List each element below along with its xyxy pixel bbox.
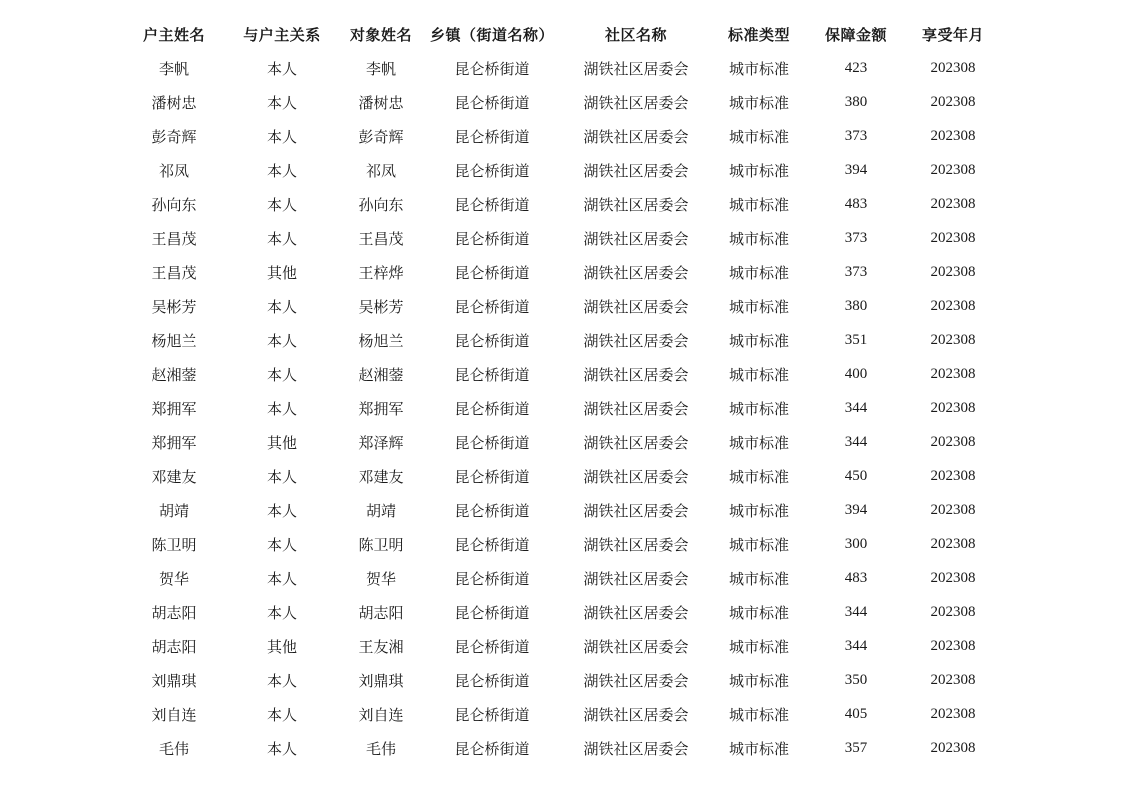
column-header-township: 乡镇（街道名称） bbox=[429, 25, 554, 44]
cell-township: 昆仑桥街道 bbox=[454, 603, 530, 622]
cell-standard-type: 城市标准 bbox=[728, 263, 789, 282]
cell-recipient-name: 贺华 bbox=[365, 569, 396, 588]
table-row bbox=[120, 595, 998, 629]
cell-relationship: 其他 bbox=[266, 263, 297, 282]
cell-month: 202308 bbox=[930, 603, 976, 620]
cell-amount: 400 bbox=[844, 365, 868, 382]
cell-community: 湖铁社区居委会 bbox=[583, 161, 689, 180]
cell-community: 湖铁社区居委会 bbox=[583, 229, 689, 248]
cell-standard-type: 城市标准 bbox=[728, 637, 789, 656]
cell-community: 湖铁社区居委会 bbox=[583, 263, 689, 282]
cell-month: 202308 bbox=[930, 739, 976, 756]
cell-community: 湖铁社区居委会 bbox=[583, 93, 689, 112]
cell-standard-type: 城市标准 bbox=[728, 671, 789, 690]
table-row bbox=[120, 51, 998, 85]
cell-community: 湖铁社区居委会 bbox=[583, 127, 689, 146]
table-row bbox=[120, 85, 998, 119]
header-row bbox=[120, 17, 998, 51]
cell-amount: 357 bbox=[844, 739, 868, 756]
cell-relationship: 本人 bbox=[266, 739, 297, 758]
cell-township: 昆仑桥街道 bbox=[454, 93, 530, 112]
cell-amount: 351 bbox=[844, 331, 868, 348]
cell-township: 昆仑桥街道 bbox=[454, 705, 530, 724]
cell-month: 202308 bbox=[930, 501, 976, 518]
cell-community: 湖铁社区居委会 bbox=[583, 297, 689, 316]
table-row bbox=[120, 323, 998, 357]
cell-recipient-name: 王梓烨 bbox=[358, 263, 404, 282]
cell-month: 202308 bbox=[930, 399, 976, 416]
cell-standard-type: 城市标准 bbox=[728, 161, 789, 180]
cell-recipient-name: 陈卫明 bbox=[358, 535, 404, 554]
cell-relationship: 本人 bbox=[266, 603, 297, 622]
table-row bbox=[120, 255, 998, 289]
cell-standard-type: 城市标准 bbox=[728, 297, 789, 316]
cell-householder-name: 刘鼎琪 bbox=[151, 671, 197, 690]
cell-standard-type: 城市标准 bbox=[728, 93, 789, 112]
cell-month: 202308 bbox=[930, 93, 976, 110]
cell-householder-name: 赵湘蓥 bbox=[151, 365, 197, 384]
column-header-month: 享受年月 bbox=[921, 25, 984, 44]
cell-amount: 344 bbox=[844, 603, 868, 620]
table-row bbox=[120, 153, 998, 187]
cell-recipient-name: 郑泽辉 bbox=[358, 433, 404, 452]
table-row bbox=[120, 289, 998, 323]
cell-relationship: 其他 bbox=[266, 433, 297, 452]
cell-recipient-name: 彭奇辉 bbox=[358, 127, 404, 146]
cell-township: 昆仑桥街道 bbox=[454, 331, 530, 350]
cell-month: 202308 bbox=[930, 59, 976, 76]
cell-recipient-name: 胡志阳 bbox=[358, 603, 404, 622]
cell-month: 202308 bbox=[930, 637, 976, 654]
cell-recipient-name: 胡靖 bbox=[365, 501, 396, 520]
cell-householder-name: 郑拥军 bbox=[151, 433, 197, 452]
cell-recipient-name: 毛伟 bbox=[365, 739, 396, 758]
cell-relationship: 本人 bbox=[266, 467, 297, 486]
cell-householder-name: 毛伟 bbox=[158, 739, 189, 758]
cell-standard-type: 城市标准 bbox=[728, 433, 789, 452]
cell-relationship: 本人 bbox=[266, 195, 297, 214]
cell-township: 昆仑桥街道 bbox=[454, 739, 530, 758]
cell-township: 昆仑桥街道 bbox=[454, 399, 530, 418]
cell-township: 昆仑桥街道 bbox=[454, 535, 530, 554]
cell-township: 昆仑桥街道 bbox=[454, 467, 530, 486]
cell-amount: 350 bbox=[844, 671, 868, 688]
cell-householder-name: 孙向东 bbox=[151, 195, 197, 214]
cell-householder-name: 胡靖 bbox=[158, 501, 189, 520]
table-row bbox=[120, 357, 998, 391]
cell-recipient-name: 邓建友 bbox=[358, 467, 404, 486]
cell-relationship: 本人 bbox=[266, 705, 297, 724]
cell-standard-type: 城市标准 bbox=[728, 569, 789, 588]
cell-township: 昆仑桥街道 bbox=[454, 59, 530, 78]
table-row bbox=[120, 459, 998, 493]
cell-relationship: 本人 bbox=[266, 501, 297, 520]
cell-householder-name: 吴彬芳 bbox=[151, 297, 197, 316]
cell-township: 昆仑桥街道 bbox=[454, 263, 530, 282]
cell-relationship: 本人 bbox=[266, 161, 297, 180]
cell-relationship: 本人 bbox=[266, 535, 297, 554]
cell-township: 昆仑桥街道 bbox=[454, 161, 530, 180]
cell-amount: 373 bbox=[844, 229, 868, 246]
cell-householder-name: 王昌茂 bbox=[151, 229, 197, 248]
cell-recipient-name: 李帆 bbox=[365, 59, 396, 78]
cell-householder-name: 杨旭兰 bbox=[151, 331, 197, 350]
cell-recipient-name: 刘鼎琪 bbox=[358, 671, 404, 690]
cell-amount: 344 bbox=[844, 399, 868, 416]
cell-community: 湖铁社区居委会 bbox=[583, 331, 689, 350]
cell-standard-type: 城市标准 bbox=[728, 467, 789, 486]
cell-householder-name: 郑拥军 bbox=[151, 399, 197, 418]
cell-community: 湖铁社区居委会 bbox=[583, 637, 689, 656]
table-row bbox=[120, 221, 998, 255]
cell-recipient-name: 孙向东 bbox=[358, 195, 404, 214]
table-row bbox=[120, 561, 998, 595]
cell-amount: 344 bbox=[844, 637, 868, 654]
cell-standard-type: 城市标准 bbox=[728, 399, 789, 418]
cell-community: 湖铁社区居委会 bbox=[583, 433, 689, 452]
cell-month: 202308 bbox=[930, 569, 976, 586]
column-header-community: 社区名称 bbox=[604, 25, 667, 44]
cell-township: 昆仑桥街道 bbox=[454, 365, 530, 384]
cell-recipient-name: 王昌茂 bbox=[358, 229, 404, 248]
cell-amount: 405 bbox=[844, 705, 868, 722]
cell-householder-name: 邓建友 bbox=[151, 467, 197, 486]
cell-householder-name: 刘自连 bbox=[151, 705, 197, 724]
cell-relationship: 本人 bbox=[266, 671, 297, 690]
cell-standard-type: 城市标准 bbox=[728, 365, 789, 384]
cell-relationship: 本人 bbox=[266, 365, 297, 384]
cell-township: 昆仑桥街道 bbox=[454, 127, 530, 146]
cell-month: 202308 bbox=[930, 671, 976, 688]
table-row bbox=[120, 527, 998, 561]
cell-month: 202308 bbox=[930, 161, 976, 178]
cell-month: 202308 bbox=[930, 127, 976, 144]
cell-relationship: 本人 bbox=[266, 569, 297, 588]
cell-township: 昆仑桥街道 bbox=[454, 229, 530, 248]
cell-recipient-name: 祁凤 bbox=[365, 161, 396, 180]
table-row bbox=[120, 425, 998, 459]
cell-community: 湖铁社区居委会 bbox=[583, 59, 689, 78]
column-header-recipient-name: 对象姓名 bbox=[349, 25, 412, 44]
cell-amount: 300 bbox=[844, 535, 868, 552]
cell-community: 湖铁社区居委会 bbox=[583, 399, 689, 418]
table-row bbox=[120, 493, 998, 527]
cell-township: 昆仑桥街道 bbox=[454, 297, 530, 316]
cell-standard-type: 城市标准 bbox=[728, 195, 789, 214]
cell-relationship: 本人 bbox=[266, 229, 297, 248]
cell-relationship: 本人 bbox=[266, 331, 297, 350]
column-header-amount: 保障金额 bbox=[824, 25, 887, 44]
cell-recipient-name: 吴彬芳 bbox=[358, 297, 404, 316]
cell-amount: 394 bbox=[844, 161, 868, 178]
cell-amount: 380 bbox=[844, 93, 868, 110]
table-body bbox=[120, 51, 998, 765]
cell-householder-name: 彭奇辉 bbox=[151, 127, 197, 146]
cell-community: 湖铁社区居委会 bbox=[583, 535, 689, 554]
cell-relationship: 其他 bbox=[266, 637, 297, 656]
cell-recipient-name: 郑拥军 bbox=[358, 399, 404, 418]
cell-amount: 344 bbox=[844, 433, 868, 450]
cell-township: 昆仑桥街道 bbox=[454, 569, 530, 588]
table-header bbox=[120, 17, 998, 51]
cell-community: 湖铁社区居委会 bbox=[583, 569, 689, 588]
cell-householder-name: 李帆 bbox=[158, 59, 189, 78]
cell-householder-name: 贺华 bbox=[158, 569, 189, 588]
cell-householder-name: 王昌茂 bbox=[151, 263, 197, 282]
table-row bbox=[120, 629, 998, 663]
cell-recipient-name: 杨旭兰 bbox=[358, 331, 404, 350]
cell-recipient-name: 王友湘 bbox=[358, 637, 404, 656]
cell-householder-name: 潘树忠 bbox=[151, 93, 197, 112]
table-row bbox=[120, 187, 998, 221]
cell-amount: 423 bbox=[844, 59, 868, 76]
table-row bbox=[120, 391, 998, 425]
cell-township: 昆仑桥街道 bbox=[454, 637, 530, 656]
cell-township: 昆仑桥街道 bbox=[454, 433, 530, 452]
cell-standard-type: 城市标准 bbox=[728, 603, 789, 622]
cell-month: 202308 bbox=[930, 297, 976, 314]
cell-recipient-name: 潘树忠 bbox=[358, 93, 404, 112]
cell-community: 湖铁社区居委会 bbox=[583, 365, 689, 384]
cell-recipient-name: 刘自连 bbox=[358, 705, 404, 724]
cell-month: 202308 bbox=[930, 365, 976, 382]
cell-month: 202308 bbox=[930, 331, 976, 348]
cell-householder-name: 胡志阳 bbox=[151, 603, 197, 622]
cell-amount: 483 bbox=[844, 195, 868, 212]
cell-community: 湖铁社区居委会 bbox=[583, 671, 689, 690]
cell-community: 湖铁社区居委会 bbox=[583, 739, 689, 758]
cell-recipient-name: 赵湘蓥 bbox=[358, 365, 404, 384]
cell-standard-type: 城市标准 bbox=[728, 331, 789, 350]
cell-standard-type: 城市标准 bbox=[728, 501, 789, 520]
cell-relationship: 本人 bbox=[266, 59, 297, 78]
cell-standard-type: 城市标准 bbox=[728, 739, 789, 758]
cell-township: 昆仑桥街道 bbox=[454, 671, 530, 690]
column-header-relationship: 与户主关系 bbox=[243, 25, 321, 44]
table-row bbox=[120, 697, 998, 731]
cell-relationship: 本人 bbox=[266, 297, 297, 316]
column-header-standard-type: 标准类型 bbox=[727, 25, 790, 44]
cell-community: 湖铁社区居委会 bbox=[583, 603, 689, 622]
cell-standard-type: 城市标准 bbox=[728, 229, 789, 248]
cell-amount: 373 bbox=[844, 263, 868, 280]
cell-relationship: 本人 bbox=[266, 399, 297, 418]
cell-month: 202308 bbox=[930, 433, 976, 450]
cell-amount: 373 bbox=[844, 127, 868, 144]
table-row bbox=[120, 119, 998, 153]
column-header-householder-name: 户主姓名 bbox=[142, 25, 205, 44]
cell-standard-type: 城市标准 bbox=[728, 535, 789, 554]
cell-month: 202308 bbox=[930, 705, 976, 722]
cell-month: 202308 bbox=[930, 467, 976, 484]
cell-community: 湖铁社区居委会 bbox=[583, 501, 689, 520]
cell-month: 202308 bbox=[930, 229, 976, 246]
cell-amount: 380 bbox=[844, 297, 868, 314]
cell-community: 湖铁社区居委会 bbox=[583, 705, 689, 724]
table-row bbox=[120, 731, 998, 765]
cell-standard-type: 城市标准 bbox=[728, 127, 789, 146]
cell-amount: 394 bbox=[844, 501, 868, 518]
cell-month: 202308 bbox=[930, 535, 976, 552]
table-row bbox=[120, 663, 998, 697]
cell-amount: 483 bbox=[844, 569, 868, 586]
cell-householder-name: 祁凤 bbox=[158, 161, 189, 180]
cell-month: 202308 bbox=[930, 263, 976, 280]
cell-township: 昆仑桥街道 bbox=[454, 195, 530, 214]
cell-relationship: 本人 bbox=[266, 93, 297, 112]
cell-community: 湖铁社区居委会 bbox=[583, 467, 689, 486]
cell-standard-type: 城市标准 bbox=[728, 705, 789, 724]
cell-standard-type: 城市标准 bbox=[728, 59, 789, 78]
cell-community: 湖铁社区居委会 bbox=[583, 195, 689, 214]
cell-householder-name: 陈卫明 bbox=[151, 535, 197, 554]
cell-amount: 450 bbox=[844, 467, 868, 484]
roster-table bbox=[120, 17, 998, 765]
cell-township: 昆仑桥街道 bbox=[454, 501, 530, 520]
cell-householder-name: 胡志阳 bbox=[151, 637, 197, 656]
cell-month: 202308 bbox=[930, 195, 976, 212]
cell-relationship: 本人 bbox=[266, 127, 297, 146]
